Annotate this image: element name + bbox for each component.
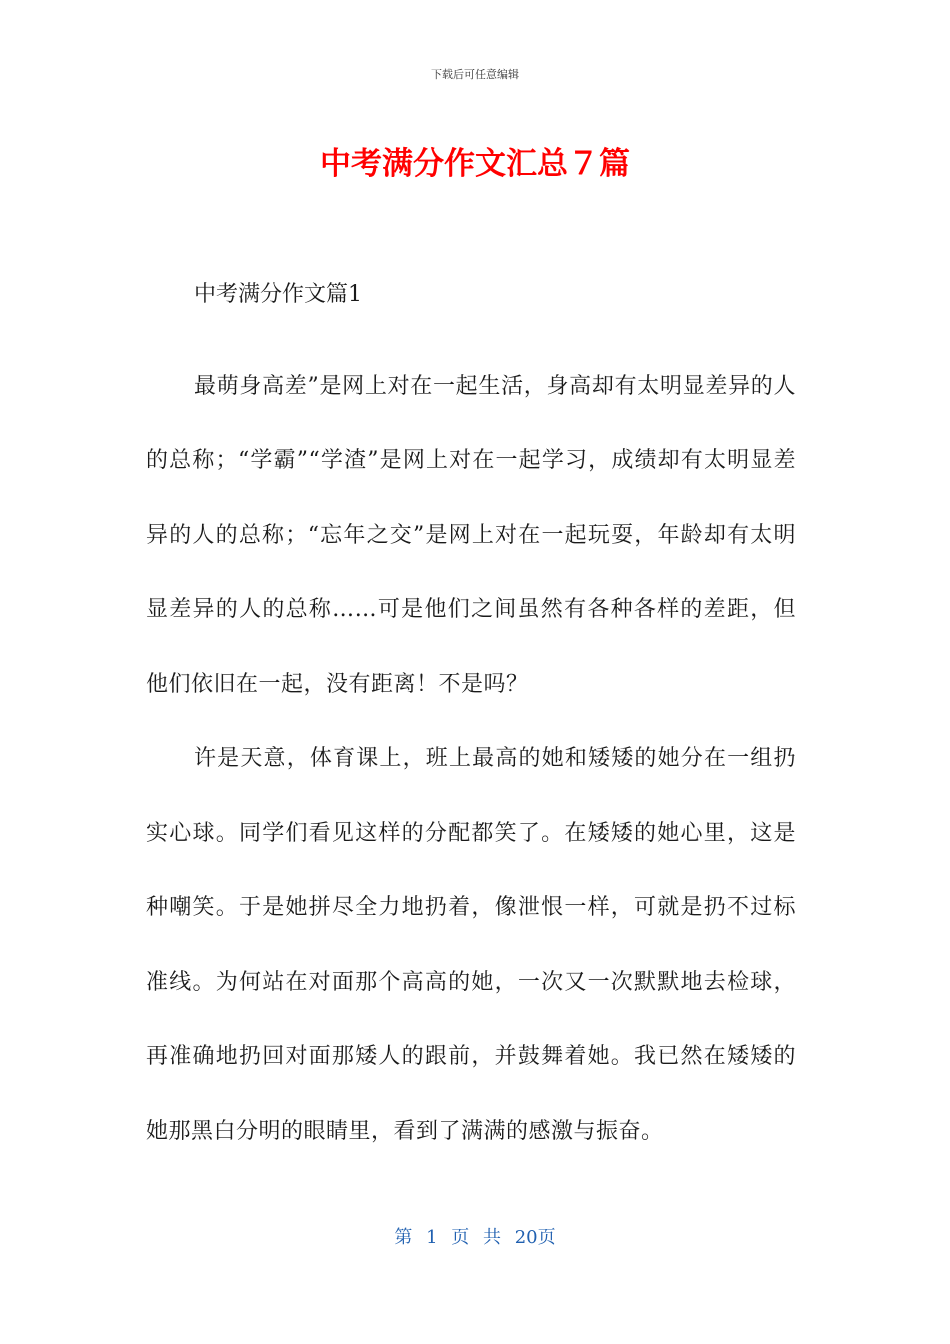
footer-page-number: 1 bbox=[426, 1227, 438, 1248]
paragraph-1: 最萌身高差”是网上对在一起生活，身高却有太明显差异的人的总称；“学霸”“学渣”是网上对在一起学习，成绩却有太明显差异的人的总称；“忘年之交”是网上对在一起玩耍，年龄却有太明显差异的人的总称……可是他们之间虽然有各种各样的差距，但他们依旧在一起，没有距离！不是吗？ bbox=[146, 373, 796, 697]
document-title: 中考满分作文汇总７篇 bbox=[320, 146, 630, 182]
paragraph-2: 许是天意，体育课上，班上最高的她和矮矮的她分在一组扔实心球。同学们看见这样的分配都笑了。在矮矮的她心里，这是种嘲笑。于是她拼尽全力地扔着，像泄恨一样，可就是扔不过标准线。为何站在对面那个高高的她，一次又一次默默地去检球，再准确地扔回对面那矮人的跟前，并鼓舞着她。我已然在矮矮的她那黑白分明的眼睛里，看到了满满的感激与振奋。 bbox=[146, 746, 796, 1144]
document-body bbox=[146, 275, 796, 1169]
footer-page-prefix: 第 bbox=[394, 1227, 413, 1248]
section-heading: 中考满分作文篇1 bbox=[194, 282, 362, 307]
footer-page-unit: 页 bbox=[451, 1227, 470, 1248]
header-note: 下载后可任意编辑 bbox=[431, 68, 519, 81]
footer-total-pages: 20页 bbox=[514, 1227, 556, 1248]
page-footer bbox=[0, 1226, 950, 1250]
footer-total-prefix: 共 bbox=[483, 1227, 501, 1248]
